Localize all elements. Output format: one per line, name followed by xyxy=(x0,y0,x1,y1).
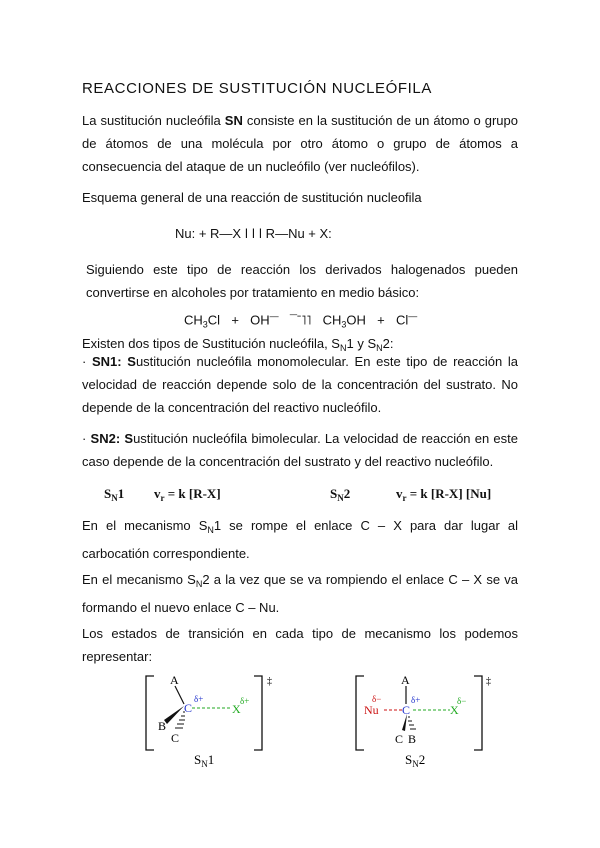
sn1-rate-num: 1 xyxy=(117,486,125,501)
types-sub1: N xyxy=(339,343,347,353)
sn1-atom-b: B xyxy=(158,719,167,733)
sn2-rate-law xyxy=(396,486,491,503)
eq2-cl: Cl xyxy=(207,312,221,328)
sn2-v-sub: r xyxy=(402,493,407,503)
intro-paragraph xyxy=(82,109,518,178)
intro-sn-bold: SN xyxy=(224,113,243,128)
eq2-arrow: ¯ˉ˥˥ xyxy=(289,312,312,328)
sn2-caption xyxy=(405,752,425,768)
sn1-v: v xyxy=(154,486,161,501)
types-mid: 1 y S xyxy=(346,336,377,351)
sn1-delta-plus-x: δ+ xyxy=(240,696,250,706)
sn1-left-bracket xyxy=(146,676,154,750)
sn1-v-sub: r xyxy=(160,493,165,503)
mech-sn1-pre: En el mecanismo S xyxy=(82,518,208,533)
halogen-paragraph: Siguiendo este tipo de reacción los derivados halogenados pueden convertirse en alcoholes por tratamiento en medio básico: xyxy=(86,262,518,300)
eq2-oh: OH xyxy=(250,312,270,328)
sn2-atom-a: A xyxy=(401,673,410,687)
sn1-caption-sub: N xyxy=(201,759,208,768)
mech-sn2-paragraph xyxy=(82,568,518,619)
sn2-transition-state-diagram xyxy=(350,668,500,768)
sn1-item xyxy=(82,350,518,419)
sn2-rate-sub: N xyxy=(337,493,344,503)
types-end: 2: xyxy=(382,336,394,351)
sn1-rate-sub: N xyxy=(111,493,118,503)
sn2-delta-minus-x: δ− xyxy=(457,696,467,706)
sn2-bold-label: SN2: S xyxy=(90,431,134,446)
sn1-description: ustitución nucleófila monomolecular. En este tipo de reacción la velocidad de reacción depende solo de la concentración del sustrato. No depende de la concentración del reactivo nucleófilo. xyxy=(82,354,518,415)
sn2-double-dagger: ‡ xyxy=(486,676,491,687)
eq2-oh-charge: — xyxy=(269,311,279,321)
sn1-right-bracket xyxy=(254,676,262,750)
sn2-atom-b: B xyxy=(408,732,417,746)
sn1-rate-law xyxy=(154,486,221,503)
sn2-left-bracket xyxy=(356,676,364,750)
sn1-delta-plus-c: δ+ xyxy=(194,694,204,704)
sn2-atom-c: C xyxy=(395,732,404,746)
eq2-oh-product: OH xyxy=(346,312,366,328)
sn2-carbon-center: C xyxy=(402,703,411,717)
sn1-caption-s: S xyxy=(194,752,202,767)
mech-sn2-post: 2 a la vez que se va rompiendo el enlace C – X se va formando el nuevo enlace C – Nu. xyxy=(82,572,518,615)
sn1-rate-label xyxy=(104,486,124,503)
eq2-sub3-product: 3 xyxy=(341,319,347,330)
mech-sn2-sub: N xyxy=(195,579,203,589)
sn1-atom-a: A xyxy=(170,673,179,687)
mech-sn1-post: 1 se rompe el enlace C – X para dar lugar al carbocatión correspondiente. xyxy=(82,518,518,561)
general-equation: Nu: + R—X ǀ ǀ ǀ R—Nu + X: xyxy=(175,226,332,241)
sn2-delta-plus-c: δ+ xyxy=(411,695,421,705)
sn1-rate-s: S xyxy=(104,486,112,501)
sn2-caption-s: S xyxy=(405,752,413,767)
sn1-bond-a xyxy=(175,686,184,704)
mech-sn2-pre: En el mecanismo S xyxy=(82,572,196,587)
sn1-transition-state-diagram xyxy=(140,668,290,768)
eq2-ch-product: CH xyxy=(322,312,342,328)
sn2-right-bracket xyxy=(474,676,482,750)
intro-text-end: consiste en la sustitución de un átomo o grupo de átomos de una molécula por otro átomo o grupo de átomos a consecuencia del ataque de un nucleófilo (ver nucleófilos). xyxy=(82,113,518,174)
mech-sn1-paragraph xyxy=(82,514,518,565)
sn1-bullet: · xyxy=(82,354,92,369)
sn2-item xyxy=(82,427,518,473)
sn2-nucleophile: Nu xyxy=(364,703,379,717)
sn1-caption-num: 1 xyxy=(207,752,215,767)
intro-text-start: La sustitución nucleófila xyxy=(82,113,225,128)
sn1-double-dagger: ‡ xyxy=(267,676,272,687)
scheme-intro: Esquema general de una reacción de sustitución nucleofila xyxy=(82,190,422,205)
sn2-delta-minus-nu: δ− xyxy=(372,694,382,704)
alcohol-equation xyxy=(184,311,417,329)
transition-paragraph: Los estados de transición en cada tipo de mecanismo los podemos representar: xyxy=(82,626,518,664)
sn1-rate-eq: = k [R-X] xyxy=(164,486,221,501)
sn2-caption-num: 2 xyxy=(418,752,426,767)
sn2-atom-x: X xyxy=(450,703,459,717)
page-title: REACCIONES DE SUSTITUCIÓN NUCLEÓFILA xyxy=(82,80,432,97)
sn2-hash-b xyxy=(408,717,416,729)
sn1-atom-c: C xyxy=(171,731,180,745)
eq2-plus-2: + xyxy=(377,312,385,328)
sn2-bullet: · xyxy=(82,431,91,446)
eq2-ch: CH xyxy=(184,312,203,328)
eq2-plus: + xyxy=(231,312,239,328)
sn2-caption-sub: N xyxy=(412,759,419,768)
eq2-cl-charge: — xyxy=(408,311,418,321)
sn1-atom-x: X xyxy=(232,702,241,716)
sn2-v: v xyxy=(396,486,403,501)
sn2-description: ustitución nucleófila bimolecular. La velocidad de reacción en este caso depende de la concentración del sustrato y del reactivo nucleófilo. xyxy=(82,431,518,469)
sn1-caption xyxy=(194,752,214,768)
sn1-bold-label: SN1: S xyxy=(92,354,136,369)
sn2-rate-eq: = k [R-X] [Nu] xyxy=(406,486,492,501)
eq2-cl-product: Cl xyxy=(395,312,409,328)
sn2-rate-label xyxy=(330,486,350,503)
sn2-rate-s: S xyxy=(330,486,338,501)
types-text: Existen dos tipos de Sustitución nucleófila, S xyxy=(82,336,340,351)
eq2-sub3: 3 xyxy=(202,319,208,330)
types-sub2: N xyxy=(376,343,383,353)
sn1-wedge-b xyxy=(164,706,184,724)
sn1-carbon-center: C xyxy=(184,701,193,715)
sn2-rate-num: 2 xyxy=(343,486,351,501)
mech-sn1-sub: N xyxy=(207,525,214,535)
